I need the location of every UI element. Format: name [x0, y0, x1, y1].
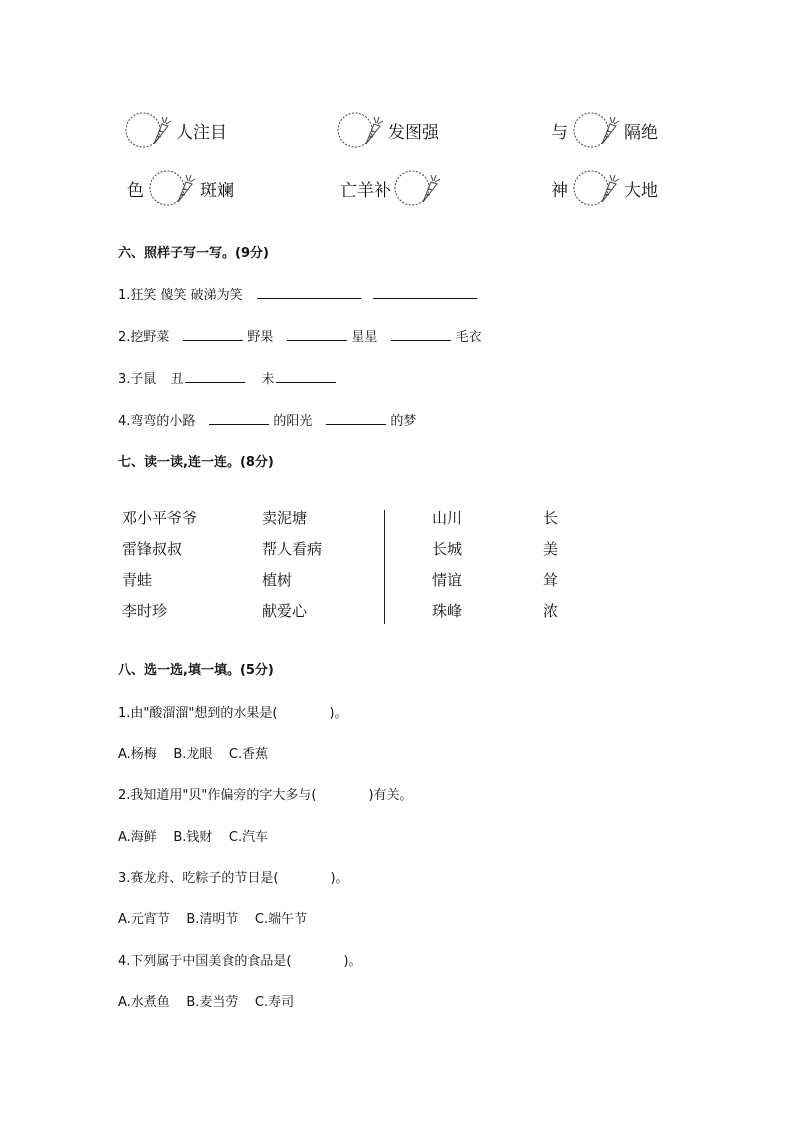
- idiom-5: [340, 168, 433, 208]
- q4-blank-2[interactable]: [326, 410, 386, 425]
- q4-word-a: 的阳光: [273, 414, 313, 429]
- q2-prefix: 2.挖野菜: [118, 330, 170, 345]
- carrot-bubble-icon: [393, 168, 447, 208]
- section8-q3-options[interactable]: A.元宵节 B.清明节 C.端午节: [118, 912, 308, 927]
- question-stem: 2.我知道用"贝"作偏旁的字大多与(: [118, 788, 317, 803]
- q2-word-a: 野果: [247, 330, 274, 345]
- section8-q1: [118, 702, 348, 721]
- q1-blank-2[interactable]: [373, 284, 477, 299]
- idiom-2: [336, 110, 439, 150]
- idiom-1: [124, 110, 227, 150]
- q3-blank-2[interactable]: [276, 368, 336, 383]
- question-end: )。: [343, 954, 362, 969]
- section6-q4: [118, 410, 416, 429]
- carrot-bubble-icon: [148, 168, 202, 208]
- q2-word-b: 星星: [351, 330, 378, 345]
- match-col2-item[interactable]: 植树: [262, 571, 293, 589]
- idiom-3: [551, 110, 658, 150]
- q2-blank-2[interactable]: [287, 326, 347, 341]
- match-col4-item[interactable]: 浓: [543, 602, 559, 620]
- q4-word-b: 的梦: [390, 414, 417, 429]
- carrot-bubble-icon: [336, 110, 390, 150]
- section8-heading: 八、选一选,填一填。(5分): [118, 663, 274, 678]
- q3-word-b: 未: [261, 372, 275, 387]
- section8-q3: [118, 867, 349, 886]
- question-stem: 3.赛龙舟、吃粽子的节日是(: [118, 871, 279, 886]
- match-col1-item[interactable]: 李时珍: [122, 602, 168, 620]
- answer-bubble[interactable]: [572, 168, 612, 208]
- section8-q4-options[interactable]: A.水煮鱼 B.麦当劳 C.寿司: [118, 995, 295, 1010]
- question-stem: 1.由"酸溜溜"想到的水果是(: [118, 706, 278, 721]
- match-col2-item[interactable]: 献爱心: [262, 602, 308, 620]
- match-col4-item[interactable]: 耸: [543, 571, 559, 589]
- question-end: )有关。: [368, 788, 413, 803]
- match-col3-item[interactable]: 山川: [432, 509, 463, 527]
- idiom-4: [127, 168, 234, 208]
- match-col2-item[interactable]: 卖泥塘: [262, 509, 308, 527]
- q4-blank-1[interactable]: [209, 410, 269, 425]
- match-col1-item[interactable]: 青蛙: [122, 571, 153, 589]
- idiom-before: 神: [551, 180, 568, 201]
- section8-q2: [118, 784, 413, 803]
- question-end: )。: [330, 871, 349, 886]
- match-col2-item[interactable]: 帮人看病: [262, 540, 323, 558]
- q3-blank-1[interactable]: [185, 368, 245, 383]
- q2-blank-3[interactable]: [391, 326, 451, 341]
- section6-q1: [118, 284, 481, 303]
- answer-bubble[interactable]: [572, 110, 612, 150]
- column-divider: [384, 510, 385, 624]
- q4-prefix: 4.弯弯的小路: [118, 414, 196, 429]
- q3-word-a: 丑: [170, 372, 184, 387]
- section8-q1-options[interactable]: A.杨梅 B.龙眼 C.香蕉: [118, 747, 269, 762]
- match-col3-item[interactable]: 情谊: [432, 571, 463, 589]
- q3-prefix: 3.子鼠: [118, 372, 157, 387]
- section6-q3: [118, 368, 340, 387]
- idiom-after: 发图强: [388, 122, 439, 143]
- idiom-before: 色: [127, 180, 144, 201]
- match-col3-item[interactable]: 珠峰: [432, 602, 463, 620]
- match-col1-item[interactable]: 邓小平爷爷: [122, 509, 198, 527]
- match-col4-item[interactable]: 美: [543, 540, 559, 558]
- match-col1-item[interactable]: 雷锋叔叔: [122, 540, 183, 558]
- idiom-after: 隔绝: [624, 122, 658, 143]
- match-col3-item[interactable]: 长城: [432, 540, 463, 558]
- answer-bubble[interactable]: [124, 110, 164, 150]
- answer-bubble[interactable]: [393, 168, 433, 208]
- section8-q2-options[interactable]: A.海鲜 B.钱财 C.汽车: [118, 830, 269, 845]
- idiom-6: [551, 168, 658, 208]
- section6-q2: [118, 326, 481, 345]
- q2-word-c: 毛衣: [455, 330, 482, 345]
- q2-blank-1[interactable]: [183, 326, 243, 341]
- q1-example: 1.狂笑 傻笑 破涕为笑: [118, 288, 243, 303]
- carrot-bubble-icon: [572, 168, 626, 208]
- section6-heading: 六、照样子写一写。(9分): [118, 246, 269, 261]
- question-end: )。: [329, 706, 348, 721]
- section8-q4: [118, 950, 362, 969]
- answer-bubble[interactable]: [336, 110, 376, 150]
- carrot-bubble-icon: [572, 110, 626, 150]
- idiom-after: 人注目: [176, 122, 227, 143]
- carrot-bubble-icon: [124, 110, 178, 150]
- idiom-after: 大地: [624, 180, 658, 201]
- idiom-before: 与: [551, 122, 568, 143]
- match-col4-item[interactable]: 长: [543, 509, 559, 527]
- idiom-after: 斑斓: [200, 180, 234, 201]
- section7-heading: 七、读一读,连一连。(8分): [118, 455, 274, 470]
- answer-bubble[interactable]: [148, 168, 188, 208]
- question-stem: 4.下列属于中国美食的食品是(: [118, 954, 292, 969]
- idiom-before: 亡羊补: [340, 180, 391, 201]
- q1-blank-1[interactable]: [257, 284, 361, 299]
